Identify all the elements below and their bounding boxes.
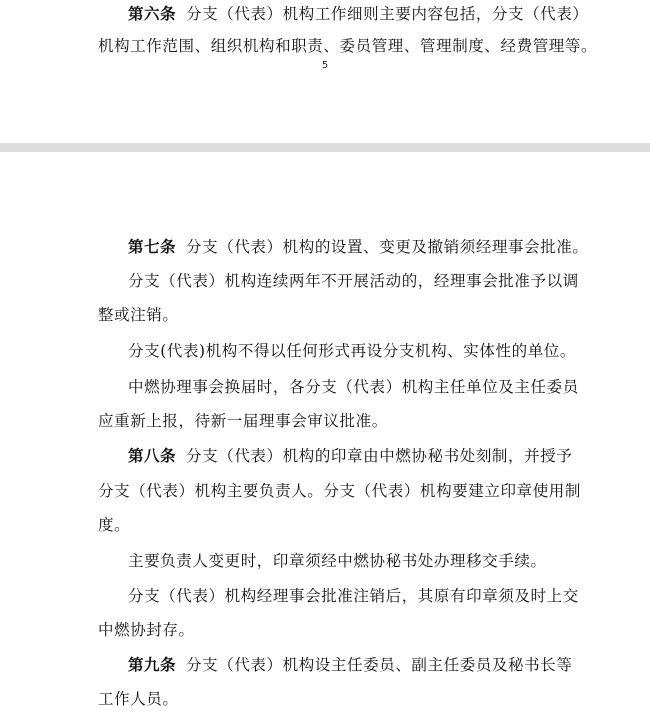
article-7-para-3-line-1: 分支(代表)机构不得以任何形式再设分支机构、实体性的单位。 (128, 342, 576, 360)
article-8-para-3-line-1: 分支（代表）机构经理事会批准注销后，其原有印章须及时上交 (128, 587, 579, 605)
article-8-label: 第八条 (128, 446, 177, 465)
article-9-line-1 (128, 654, 573, 676)
article-7-para-4-line-2: 应重新上报，待新一届理事会审议批准。 (98, 412, 388, 430)
article-7-para-4-line-1: 中燃协理事会换届时，各分支（代表）机构主任单位及主任委员 (128, 378, 579, 396)
article-7-line-1 (128, 236, 589, 258)
article-7-text-1: 分支（代表）机构的设置、变更及撤销须经理事会批准。 (186, 238, 589, 256)
article-8-line-1 (128, 445, 573, 467)
article-7-para-2-line-2: 整或注销。 (98, 306, 179, 324)
article-9-label: 第九条 (128, 655, 177, 674)
article-8-line-2: 分支（代表）机构主要负责人。分支（代表）机构要建立印章使用制 (98, 482, 582, 500)
article-8-text-1: 分支（代表）机构的印章由中燃协秘书处刻制，并授予 (186, 447, 573, 465)
article-6-label: 第六条 (128, 4, 177, 23)
current-page (0, 152, 650, 722)
article-8-line-3: 度。 (98, 516, 131, 534)
article-8-para-2-line-1: 主要负责人变更时，印章须经中燃协秘书处办理移交手续。 (128, 552, 547, 570)
page-separator (0, 143, 650, 152)
article-6-line-1 (128, 3, 589, 25)
page-number: 5 (321, 60, 329, 71)
article-6-text-1: 分支（代表）机构工作细则主要内容包括，分支（代表） (186, 5, 589, 23)
previous-page (0, 0, 650, 143)
article-7-para-2-line-1: 分支（代表）机构连续两年不开展活动的，经理事会批准予以调 (128, 272, 579, 290)
article-8-para-3-line-2: 中燃协封存。 (98, 621, 195, 639)
article-7-label: 第七条 (128, 237, 177, 256)
article-9-line-2: 工作人员。 (98, 690, 179, 708)
article-6-line-2: 机构工作范围、组织机构和职责、委员管理、管理制度、经费管理等。 (98, 37, 598, 55)
article-9-text-1: 分支（代表）机构设主任委员、副主任委员及秘书长等 (186, 656, 573, 674)
